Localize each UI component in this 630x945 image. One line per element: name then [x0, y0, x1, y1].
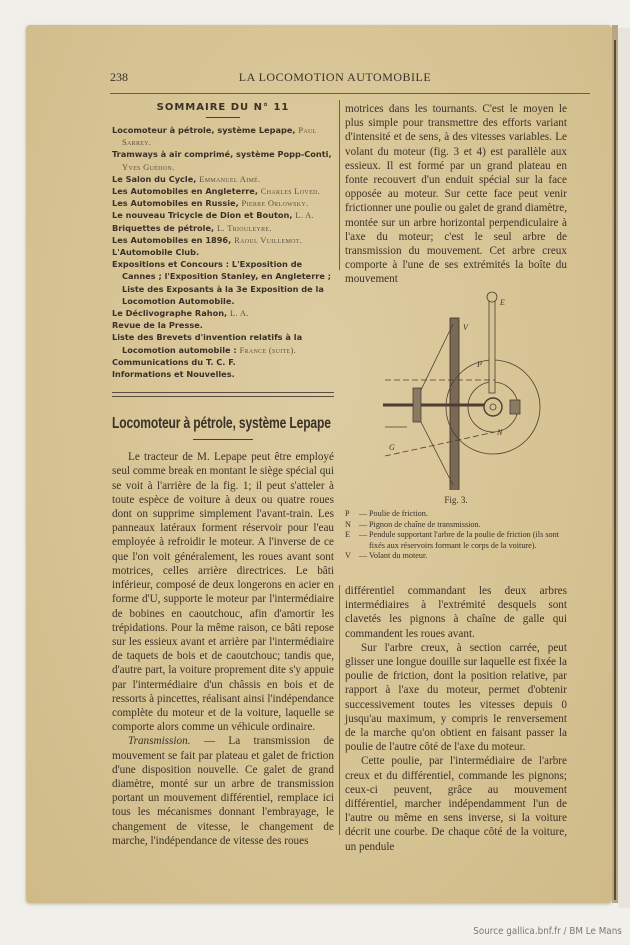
toc-item: Locomoteur à pétrole, système Lepape, Paul Sarrey. [112, 125, 317, 148]
toc-item: Informations et Nouvelles. [112, 369, 235, 380]
pendulum-pivot [487, 292, 497, 302]
paragraph: Transmission. — La transmission de mouvement se fait par plateau et galet de friction d'une disposition nouvelle. Ce galet de grand diamètre, monté sur un arbre de transmission portant un mouvement différentiel, remplace ici tous les mécanismes donnant l'embrayage, le changement de vitesse, le changement de marche, l'indépendance de vitesse des roues [112, 735, 334, 847]
paragraph: Sur l'arbre creux, à section carrée, peut glisser une longue douille sur laquelle est fixée la poulie de friction, dont la position relative, par rapport à l'axe du moteur, permet d'obtenir successivement toutes les vitesses depuis 0 jusqu'au maximum, y compris le renversement de la marche qu'on obtient en faisant passer la poulie de l'autre côté de l'axe du moteur. [345, 641, 567, 754]
page-number: 238 [110, 70, 128, 84]
figure-legend [345, 509, 567, 562]
label-n: N [497, 428, 503, 437]
left-column [112, 100, 334, 848]
legend-row: P — Poulie de friction. [345, 509, 428, 518]
pendulum-arm [489, 298, 495, 393]
legend-row: N — Pignon de chaîne de transmission. [345, 519, 481, 529]
paragraph: Le tracteur de M. Lepape peut être employé seul comme break en montant le siège spécial qui se voit à l'arrière de la fig. 1; il peut s'atteler à toute espèce de voiture à deux ou quatre roues dont on supprime simplement l'avant-train. Les panneaux latéraux forment réservoir pour l'eau employée à refroidir le moteur. A l'inverse de ce que l'on voit généralement, les roues avant sont motrices, celles arrière directrices. Le bâti inférieur, composé de deux longerons en acier en forme d'U, supporte le moteur par l'intermédiaire de bobines en caoutchouc, afin d'amortir les trépidations. Pour la même raison, ce bâti repose sur les essieux avant et arrière par l'intermédiaire de taquets de bois et de caoutchouc; tandis que, d'autre part, la voiture proprement dite s'y appuie par l'intermédiaire d'un châssis en bois et de ressorts à pincettes, réalisant ainsi l'indépendance complète du moteur et de la voiture, laquelle se comporte alors comme un véhicule ordinaire. [112, 451, 334, 734]
collar [510, 400, 520, 414]
toc-item: Liste des Brevets d'invention relatifs à la Locomotion automobile : France (suite). [112, 332, 303, 355]
section-double-rule [112, 392, 334, 397]
toc-item: Le Salon du Cycle, Emmanuel Aimé. [112, 173, 261, 184]
label-p: P [477, 360, 482, 369]
chain-line [385, 432, 495, 456]
page-header [110, 70, 560, 86]
source-credit: Source gallica.bnf.fr / BM Le Mans [473, 926, 622, 937]
toc-item: L'Automobile Club. [112, 247, 200, 258]
column-divider [339, 100, 340, 270]
toc-item: Expositions et Concours : L'Exposition de Cannes ; l'Exposition Stanley, en Angleterre ; Liste des Exposants à la 3e Exposition de la Locomotion Automobile. [112, 259, 331, 306]
sommaire-rule [206, 117, 240, 118]
toc-item: Les Automobiles en 1896, Raoul Vuillemot. [112, 234, 303, 245]
toc-item: Tramways à air comprimé, système Popp-Conti, Yves Guédon. [112, 149, 332, 172]
paragraph: différentiel commandant les deux arbres intermédiaires à l'extrémité desquels sont clavetés les pignons à chaîne de galle qui commandent les roues avant. [345, 585, 567, 640]
spine-shadow-line [614, 40, 616, 900]
article-title: Locomoteur à pétrole, système Lepape [112, 415, 331, 433]
header-rule [110, 93, 590, 94]
right-column-bottom [345, 584, 567, 854]
page-edge [618, 28, 630, 908]
figure-3-diagram [345, 280, 570, 490]
column-divider [339, 585, 340, 835]
toc-item: Briquettes de pétrole, L. Triouleyre. [112, 222, 272, 233]
toc-item: Les Automobiles en Angleterre, Charles Loved. [112, 186, 321, 197]
toc-item: Les Automobiles en Russie, Pierre Orlowsky. [112, 198, 309, 209]
toc-item: Communications du T. C. F. [112, 356, 236, 367]
hub [484, 398, 502, 416]
paragraph-lead: Transmission. [128, 735, 191, 748]
legend-row: V — Volant du moteur. [345, 551, 428, 561]
sommaire-title: SOMMAIRE DU N° 11 [156, 102, 290, 113]
paragraph: motrices dans les tournants. C'est le moyen le plus simple pour transmettre des efforts variant d'intensité et de sens, à des vitesses variables. Le volant du moteur (fig. 3 et 4) est parallèle aux essieux. Il est formé par un grand plateau en fonte recouvert d'un enduit spécial sur la face opposée au moteur. Sur cette face peut venir frictionner une poulie ou galet de grand diamètre, montée sur un arbre horizontal perpendiculaire à l'axe du moteur; c'est le seul arbre de transmission du mouvement. Cet arbre creux comporte à l'une de ses extrémités la boîte du mouvement [345, 103, 567, 286]
label-v: V [463, 323, 468, 332]
label-g: G [389, 443, 395, 452]
label-e: E [500, 298, 505, 307]
sommaire-list [112, 124, 334, 380]
running-title: LA LOCOMOTION AUTOMOBILE [238, 70, 432, 84]
right-column-top [345, 102, 567, 287]
paragraph: Cette poulie, par l'intermédiaire de l'arbre creux et du différentiel, commande les pignons; ceux-ci peuvent, grâce au mouvement différentiel, marcher indépendamment l'un de l'autre ou même en sens inverse, si la voiture décrit une courbe. De chaque côté de la voiture, un pendule [345, 755, 567, 853]
toc-item: Le nouveau Tricycle de Dion et Bouton, L. A. [112, 210, 315, 221]
toc-item: Revue de la Presse. [112, 320, 203, 331]
legend-row: E — Pendule supportant l'arbre de la poulie de friction (ils sont fixés aux réservoirs formant le corps de la voiture). [345, 530, 559, 550]
toc-item: Le Déclivographe Rahon, L. A. [112, 308, 249, 319]
figure-caption: Fig. 3. [444, 495, 468, 505]
article-title-rule [193, 439, 253, 440]
sprocket [413, 388, 421, 422]
article-body-left [112, 450, 334, 848]
